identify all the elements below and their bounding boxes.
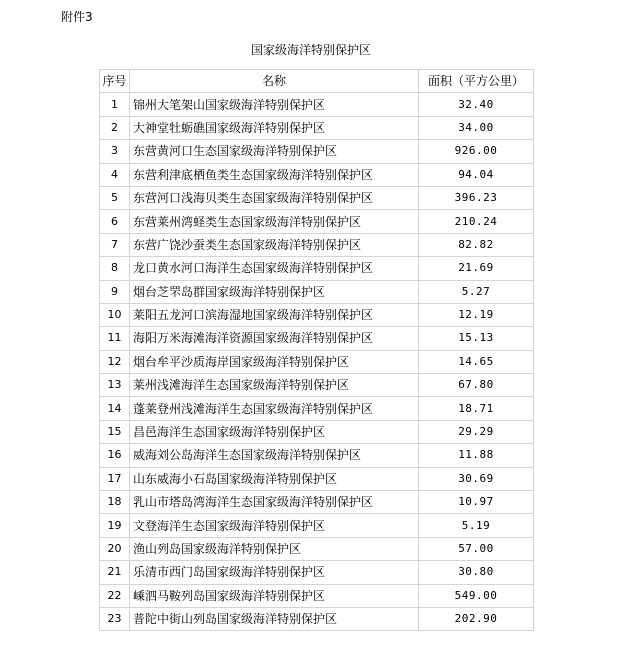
row-name: 东营河口浅海贝类生态国家级海洋特别保护区 <box>130 186 419 209</box>
row-area: 94.04 <box>419 163 534 186</box>
row-area: 30.69 <box>419 467 534 490</box>
row-index: 18 <box>100 491 130 514</box>
table-row <box>100 257 534 280</box>
header-area: 面积（平方公里） <box>419 70 534 93</box>
table-row <box>100 116 534 139</box>
row-index: 14 <box>100 397 130 420</box>
table-row <box>100 467 534 490</box>
row-index: 7 <box>100 233 130 256</box>
row-name: 龙口黄水河口海洋生态国家级海洋特别保护区 <box>130 257 419 280</box>
row-area: 32.40 <box>419 93 534 116</box>
table-row <box>100 163 534 186</box>
table-row <box>100 280 534 303</box>
row-area: 29.29 <box>419 420 534 443</box>
row-index: 17 <box>100 467 130 490</box>
row-index: 20 <box>100 537 130 560</box>
row-name: 东营广饶沙蚕类生态国家级海洋特别保护区 <box>130 233 419 256</box>
document-title: 国家级海洋特别保护区 <box>250 43 371 57</box>
row-area: 11.88 <box>419 444 534 467</box>
protected-areas-table <box>99 69 534 631</box>
row-area: 15.13 <box>419 327 534 350</box>
table-row <box>100 607 534 630</box>
header-name: 名称 <box>130 70 419 93</box>
row-area: 14.65 <box>419 350 534 373</box>
row-index: 23 <box>100 607 130 630</box>
table-row <box>100 186 534 209</box>
table-row <box>100 420 534 443</box>
table-row <box>100 491 534 514</box>
row-area: 18.71 <box>419 397 534 420</box>
table-row <box>100 210 534 233</box>
row-area: 12.19 <box>419 303 534 326</box>
row-name: 大神堂牡蛎礁国家级海洋特别保护区 <box>130 116 419 139</box>
table-row <box>100 397 534 420</box>
row-name: 海阳万米海滩海洋资源国家级海洋特别保护区 <box>130 327 419 350</box>
table-row <box>100 537 534 560</box>
row-area: 82.82 <box>419 233 534 256</box>
row-name: 莱阳五龙河口滨海湿地国家级海洋特别保护区 <box>130 303 419 326</box>
row-name: 文登海洋生态国家级海洋特别保护区 <box>130 514 419 537</box>
row-index: 12 <box>100 350 130 373</box>
row-area: 5.27 <box>419 280 534 303</box>
row-name: 乐清市西门岛国家级海洋特别保护区 <box>130 561 419 584</box>
table-row <box>100 303 534 326</box>
row-name: 东营黄河口生态国家级海洋特别保护区 <box>130 140 419 163</box>
row-index: 5 <box>100 186 130 209</box>
table-row <box>100 350 534 373</box>
table-body <box>100 93 534 631</box>
row-name: 山东威海小石岛国家级海洋特别保护区 <box>130 467 419 490</box>
row-index: 10 <box>100 303 130 326</box>
row-area: 34.00 <box>419 116 534 139</box>
table-header-row <box>100 70 534 93</box>
row-area: 57.00 <box>419 537 534 560</box>
row-name: 莱州浅滩海洋生态国家级海洋特别保护区 <box>130 374 419 397</box>
header-index: 序号 <box>100 70 130 93</box>
row-index: 22 <box>100 584 130 607</box>
row-name: 蓬莱登州浅滩海洋生态国家级海洋特别保护区 <box>130 397 419 420</box>
row-index: 16 <box>100 444 130 467</box>
row-area: 202.90 <box>419 607 534 630</box>
row-name: 东营利津底栖鱼类生态国家级海洋特别保护区 <box>130 163 419 186</box>
row-index: 19 <box>100 514 130 537</box>
row-area: 67.80 <box>419 374 534 397</box>
table-row <box>100 444 534 467</box>
row-name: 乳山市塔岛湾海洋生态国家级海洋特别保护区 <box>130 491 419 514</box>
table-row <box>100 374 534 397</box>
row-area: 549.00 <box>419 584 534 607</box>
row-area: 21.69 <box>419 257 534 280</box>
row-index: 13 <box>100 374 130 397</box>
row-name: 烟台牟平沙质海岸国家级海洋特别保护区 <box>130 350 419 373</box>
row-name: 渔山列岛国家级海洋特别保护区 <box>130 537 419 560</box>
row-index: 1 <box>100 93 130 116</box>
table-row <box>100 93 534 116</box>
row-index: 2 <box>100 116 130 139</box>
row-area: 926.00 <box>419 140 534 163</box>
row-name: 威海刘公岛海洋生态国家级海洋特别保护区 <box>130 444 419 467</box>
row-area: 396.23 <box>419 186 534 209</box>
table-row <box>100 584 534 607</box>
row-index: 6 <box>100 210 130 233</box>
row-index: 11 <box>100 327 130 350</box>
row-area: 10.97 <box>419 491 534 514</box>
row-name: 嵊泗马鞍列岛国家级海洋特别保护区 <box>130 584 419 607</box>
row-index: 15 <box>100 420 130 443</box>
row-index: 3 <box>100 140 130 163</box>
row-name: 锦州大笔架山国家级海洋特别保护区 <box>130 93 419 116</box>
row-index: 9 <box>100 280 130 303</box>
row-index: 21 <box>100 561 130 584</box>
table-row <box>100 561 534 584</box>
row-name: 普陀中街山列岛国家级海洋特别保护区 <box>130 607 419 630</box>
table-row <box>100 514 534 537</box>
attachment-label: 附件3 <box>61 10 93 24</box>
table-row <box>100 233 534 256</box>
row-name: 东营莱州湾蛏类生态国家级海洋特别保护区 <box>130 210 419 233</box>
row-name: 烟台芝罘岛群国家级海洋特别保护区 <box>130 280 419 303</box>
row-name: 昌邑海洋生态国家级海洋特别保护区 <box>130 420 419 443</box>
table-row <box>100 140 534 163</box>
table-row <box>100 327 534 350</box>
row-area: 30.80 <box>419 561 534 584</box>
row-index: 8 <box>100 257 130 280</box>
row-area: 210.24 <box>419 210 534 233</box>
row-index: 4 <box>100 163 130 186</box>
row-area: 5.19 <box>419 514 534 537</box>
